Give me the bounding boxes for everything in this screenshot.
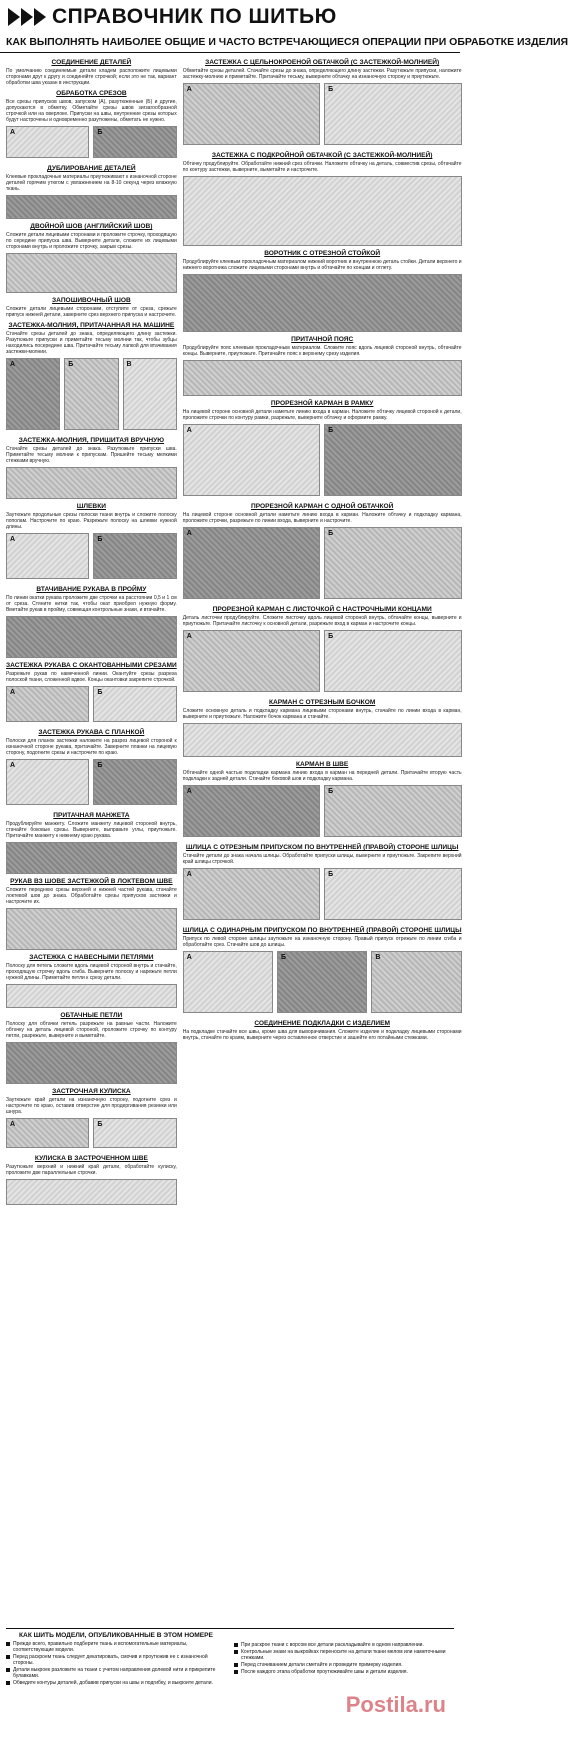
- section-title: РУКАВ ВЗ ШОВЕ ЗАСТЕЖКОЙ В ЛОКТЕВОМ ШВЕ: [10, 878, 173, 885]
- section-title: ШЛЕВКИ: [76, 503, 106, 510]
- illustration: [6, 842, 177, 874]
- illustration: [324, 785, 461, 837]
- section-text: Сложите основную деталь и подкладку кармана лицевыми сторонами внутрь, стачайте по линии входа в карман, выверните и приутюжьте. Наложите бочок кармана и стачайте.: [182, 708, 462, 720]
- figure-label: В: [126, 361, 132, 368]
- figure-label: Б: [97, 762, 103, 769]
- illustration: [6, 759, 89, 805]
- section-text: Полоски для планок застежки наложите на разрез лицевой стороной к изнаночной стороне рукава, притачайте. Заверните планки на лицевую сторону, подогните срезы и настрочите по краю.: [6, 738, 177, 756]
- section: [6, 297, 177, 318]
- figure-label: Б: [328, 427, 334, 434]
- illustration: [371, 951, 461, 1013]
- illustration-row: [6, 1115, 177, 1151]
- illustration: [6, 533, 89, 579]
- section-text: Заутюжьте продольные срезы полоски ткани внутрь и сложите полоску пополам. Настрочите по краю. Разрежьте полоску на шлевки нужной длины.: [6, 512, 177, 530]
- section-text: На лицевой стороне основной детали наметьте линию входа в карман. Наложите обтачку и подкладку кармана, проложите строчки, разрежьте по линии входа, выверните и настрочите.: [182, 512, 462, 524]
- footer-item: [6, 1641, 226, 1653]
- section: [6, 586, 177, 658]
- figure-label: А: [10, 361, 16, 368]
- illustration: [6, 1118, 89, 1148]
- footer-item-text: При раскрое ткани с ворсом все детали раскладывайте в одном направлении.: [241, 1642, 424, 1648]
- illustration: [6, 984, 177, 1008]
- section-text: Стачайте срезы деталей до знака, определяющего длину застежки. Разутюжьте припуски и приметайте тесьму молнии так, чтобы зубцы находились посередине шва. Притачайте тесьму лапкой для втачивания застежки-молнии.: [6, 331, 177, 355]
- illustration: [183, 83, 320, 145]
- figure-label: А: [10, 536, 16, 543]
- illustration: [324, 527, 461, 599]
- section: [183, 699, 462, 757]
- footer-title: КАК ШИТЬ МОДЕЛИ, ОПУБЛИКОВАННЫЕ В ЭТОМ НОМЕРЕ: [19, 1632, 213, 1639]
- section-text: Обтачку продублируйте. Обработайте нижний срез обтачки. Наложите обтачку на деталь, совместив срезы, обтачайте по контуру застежки, выверните, выметайте и настрочите.: [182, 161, 462, 173]
- figure-label: А: [186, 633, 192, 640]
- section-text: Разрежьте рукав по намеченной линии. Окантуйте срезы разреза полоской ткани, сложенной вдвое. Концы окантовки закрепите строчкой.: [6, 671, 177, 683]
- bullet-icon: [234, 1663, 238, 1667]
- figure-label: Б: [68, 361, 74, 368]
- figure-label: Б: [97, 129, 103, 136]
- section-title: ДУБЛИРОВАНИЕ ДЕТАЛЕЙ: [47, 165, 136, 172]
- footer-item-text: Перед раскроем ткань следует декатировать, смочив и проутюжив ее с изнаночной стороны.: [13, 1654, 208, 1666]
- section-text: На лицевой стороне основной детали наметьте линию входа в карман. Наложите обтачку лицевой стороной к детали, проложите строчки по контуру рамки, разрежьте, выверните обтачку и оформите рамку.: [182, 409, 462, 421]
- section: [183, 250, 462, 332]
- figure-label: Б: [328, 788, 334, 795]
- footer-item: [234, 1669, 454, 1675]
- section-title: СОЕДИНЕНИЕ ПОДКЛАДКИ С ИЗДЕЛИЕМ: [254, 1020, 391, 1027]
- illustration: [123, 358, 177, 430]
- section-title: ЗАСТЕЖКА-МОЛНИЯ, ПРИТАЧАННАЯ НА МАШИНЕ: [8, 322, 175, 329]
- figure-label: А: [186, 86, 192, 93]
- figure-label: А: [10, 689, 16, 696]
- section-title: ЗАСТРОЧНАЯ КУЛИСКА: [52, 1088, 131, 1095]
- illustration-row: [6, 123, 177, 161]
- section: [183, 844, 462, 923]
- section-text: Стачайте детали до знака начала шлицы. Обработайте припуски шлицы, выверните и приутюжьте. Закрепите верхний край шлицы строчкой.: [182, 853, 462, 865]
- illustration-row: [183, 627, 462, 695]
- illustration: [6, 1179, 177, 1205]
- section-title: ПРИТАЧНАЯ МАНЖЕТА: [53, 812, 130, 819]
- footer-item: [6, 1654, 226, 1666]
- illustration: [183, 723, 462, 757]
- illustration-row: [6, 355, 177, 433]
- section-title: ШЛИЦА С ОТРЕЗНЫМ ПРИПУСКОМ ПО ВНУТРЕННЕЙ (ПРАВОЙ) СТОРОНЕ ШЛИЦЫ: [185, 844, 459, 851]
- illustration: [6, 195, 177, 219]
- figure-label: Б: [328, 633, 334, 640]
- illustration: [6, 358, 60, 430]
- illustration: [6, 908, 177, 950]
- section: [6, 437, 177, 499]
- figure-label: Б: [97, 536, 103, 543]
- illustration-row: [183, 524, 462, 602]
- section-text: Сложите переднюю срезы верхней и нижней частей рукава, стачайте локтевой шов до знака. Обработайте срезы припусков застежки и настрочите их.: [6, 887, 177, 905]
- section-text: Стачайте срезы деталей до знака. Разутюжьте припуски шва. Приметайте тесьму молнии к припускам. Пришейте тесьму мелкими стежками вручную.: [6, 446, 177, 464]
- illustration: [183, 527, 320, 599]
- illustration: [324, 630, 461, 692]
- illustration: [93, 686, 176, 722]
- section-title: ВТАЧИВАНИЕ РУКАВА В ПРОЙМУ: [36, 586, 147, 593]
- section: [6, 812, 177, 874]
- illustration: [183, 274, 462, 332]
- section-text: Припуск по левой стороне шлицы заутюжьте на изнаночную сторону. Правый припуск отрежьте по линии сгиба и обработайте срез. Стачайте шов до шлицы.: [182, 936, 462, 948]
- illustration: [183, 630, 320, 692]
- section-text: Продублируйте клеевым прокладочным материалом нижний воротник и внутреннюю деталь стойки. Детали верхнего и нижнего воротника сложите лицевыми сторонами внутрь и обтачайте по концам и отлету.: [182, 259, 462, 271]
- section-text: Деталь листочки продублируйте. Сложите листочку вдоль лицевой стороной внутрь, обтачайте концы, выверните и приутюжьте. Притачайте листочку к основной детали, разрежьте вход в карман и настрочите концы.: [182, 615, 462, 627]
- illustration: [183, 424, 320, 496]
- page-title: СПРАВОЧНИК ПО ШИТЬЮ: [52, 5, 337, 28]
- section-title: ПРОРЕЗНОЙ КАРМАН С ОДНОЙ ОБТАЧКОЙ: [250, 503, 394, 510]
- right-column: [183, 57, 462, 1617]
- illustration-row: [6, 683, 177, 725]
- illustration-row: [183, 80, 462, 148]
- section: [183, 152, 462, 246]
- footer-item-text: Прежде всего, правильно подберите ткань и вспомогательные материалы, соответствующие модели.: [13, 1641, 188, 1653]
- figure-label: Б: [328, 871, 334, 878]
- footer-item-text: Детали выкроек разложите на ткани с учетом направления долевой нити и прикрепите булавками.: [13, 1667, 216, 1679]
- section: [183, 606, 462, 695]
- section: [6, 223, 177, 293]
- section-title: ЗАСТЕЖКА РУКАВА С ОКАНТОВАННЫМИ СРЕЗАМИ: [6, 662, 177, 669]
- section: [6, 503, 177, 582]
- section-title: ЗАСТЕЖКА С ПОДКРОЙНОЙ ОБТАЧКОЙ (С ЗАСТЕЖКОЙ-МОЛНИЕЙ): [211, 152, 433, 159]
- illustration: [324, 868, 461, 920]
- footer-item-text: Обведите контуры деталей, добавив припуски на швы и подгибку, и выкроите детали.: [13, 1680, 213, 1686]
- figure-label: Б: [281, 954, 287, 961]
- section-title: ПРОРЕЗНОЙ КАРМАН С ЛИСТОЧКОЙ С НАСТРОЧНЫМИ КОНЦАМИ: [212, 606, 432, 613]
- section-title: КУЛИСКА В ЗАСТРОЧЕННОМ ШВЕ: [34, 1155, 148, 1162]
- bullet-icon: [6, 1655, 10, 1659]
- illustration: [93, 533, 176, 579]
- section: [183, 1020, 462, 1041]
- section-title: ПРОРЕЗНОЙ КАРМАН В РАМКУ: [270, 400, 374, 407]
- section-title: ЗАСТЕЖКА РУКАВА С ПЛАНКОЙ: [38, 729, 145, 736]
- section-text: Разутюжьте верхний и нижний край детали, обработайте кулиску, проложите две параллельные строчки.: [6, 1164, 177, 1176]
- illustration-row: [183, 865, 462, 923]
- section: [6, 878, 177, 950]
- section-text: Сложите детали лицевыми сторонами и проложите строчку, проходящую по середине припуска шва. Выверните детали, сложите их лицевыми сторонами внутрь и проложите строчку, закрыв срезы.: [6, 232, 177, 250]
- section: [183, 761, 462, 840]
- section: [6, 662, 177, 725]
- section-title: ВОРОТНИК С ОТРЕЗНОЙ СТОЙКОЙ: [264, 250, 381, 257]
- arrows-icon: [8, 8, 46, 26]
- section: [6, 322, 177, 433]
- section-text: Полоску для обтачки петель разрежьте на равные части. Наложите обтачку на деталь лицевой стороной, проложите строчку по контуру петли, разрежьте, выверните и выметайте.: [6, 1021, 177, 1039]
- illustration: [324, 83, 461, 145]
- section-text: На подкладке стачайте все швы, кроме шва для выворачивания. Сложите изделие и подкладку лицевыми сторонами внутрь, стачайте по краям, выверните через оставленное отверстие и зашейте его потайными стежками.: [182, 1029, 462, 1041]
- figure-label: Б: [328, 86, 334, 93]
- illustration: [183, 176, 462, 246]
- section: [6, 165, 177, 219]
- footer: [6, 1628, 454, 1687]
- section-text: Все срезы припусков швов, запуском (А), разутюженные (Б) и другие, допускаются в обметку. Обметайте срезы швов зигзагообразной строчкой или на оверлоке. Припуски на швы, внутренние срезы которых будут настрочены и одновременно разутюжены, обметать не нужно.: [6, 99, 177, 123]
- illustration-row: [183, 948, 462, 1016]
- section: [183, 336, 462, 396]
- figure-label: А: [186, 427, 192, 434]
- illustration-row: [183, 421, 462, 499]
- bullet-icon: [6, 1681, 10, 1685]
- section: [183, 400, 462, 499]
- section-title: ЗАСТЕЖКА С ЦЕЛЬНОКРОЕНОЙ ОБТАЧКОЙ (С ЗАСТЕЖКОЙ-МОЛНИЕЙ): [205, 59, 440, 66]
- figure-label: А: [186, 954, 192, 961]
- illustration: [183, 868, 320, 920]
- illustration: [6, 1042, 177, 1084]
- section: [183, 59, 462, 148]
- illustration: [6, 686, 89, 722]
- figure-label: Б: [97, 1121, 103, 1128]
- section-title: ДВОЙНОЙ ШОВ (АНГЛИЙСКИЙ ШОВ): [30, 223, 153, 230]
- section: [6, 954, 177, 1008]
- section-title: ШЛИЦА С ОДИНАРНЫМ ПРИПУСКОМ ПО ВНУТРЕННЕЙ (ПРАВОЙ) СТОРОНЕ ШЛИЦЫ: [182, 927, 462, 934]
- section: [6, 1012, 177, 1084]
- footer-item-text: Перед стачиванием детали сметайте и проведите примерку изделия.: [241, 1662, 403, 1668]
- page-subtitle: КАК ВЫПОЛНЯТЬ НАИБОЛЕЕ ОБЩИЕ И ЧАСТО ВСТРЕЧАЮЩИЕСЯ ОПЕРАЦИИ ПРИ ОБРАБОТКЕ ИЗДЕЛИЯ: [0, 34, 460, 53]
- illustration: [64, 358, 118, 430]
- illustration: [6, 467, 177, 499]
- section: [183, 927, 462, 1016]
- illustration-row: [6, 530, 177, 582]
- footer-item: [6, 1667, 226, 1679]
- illustration: [93, 1118, 176, 1148]
- figure-label: А: [186, 871, 192, 878]
- figure-label: Б: [97, 689, 103, 696]
- illustration: [277, 951, 367, 1013]
- illustration: [93, 126, 176, 158]
- section-text: По линии окатки рукава проложите две строчки на расстоянии 0,5 и 1 см от среза. Стяните нитки так, чтобы окат приобрел нужную форму. Вметайте рукав в пройму, совмещая контрольные знаки, и втачайте.: [6, 595, 177, 613]
- footer-item: [6, 1680, 226, 1686]
- figure-label: А: [186, 788, 192, 795]
- section-text: Обметайте срезы деталей. Стачайте срезы до знака, определяющего длину застежки. Разутюжьте припуски, наложите застежку-молнию и приметайте. Притачайте тесьму, выверните обтачку на изнаночную сторону и приутюжьте.: [182, 68, 462, 80]
- illustration: [6, 126, 89, 158]
- illustration: [183, 785, 320, 837]
- illustration: [183, 360, 462, 396]
- illustration-row: [6, 756, 177, 808]
- section-text: Сложите детали лицевыми сторонами, отступите от среза, срежьте припуск нижней детали, заверните срез верхнего припуска и настрочите.: [6, 306, 177, 318]
- bullet-icon: [6, 1642, 10, 1646]
- figure-label: В: [375, 954, 381, 961]
- footer-item-text: После каждого этапа обработки проутюживайте швы и детали изделия.: [241, 1669, 408, 1675]
- footer-left: [6, 1632, 226, 1687]
- section: [6, 1155, 177, 1205]
- illustration: [324, 424, 461, 496]
- section-text: Продублируйте пояс клеевым прокладочным материалом. Сложите пояс вдоль лицевой стороной внутрь, обтачайте концы. Выверните, приутюжьте. Притачайте пояс к верхнему срезу изделия.: [182, 345, 462, 357]
- section: [6, 729, 177, 808]
- section: [183, 503, 462, 602]
- figure-label: А: [10, 762, 16, 769]
- footer-item: [234, 1649, 454, 1661]
- bullet-icon: [6, 1668, 10, 1672]
- section-title: ОБТАЧНЫЕ ПЕТЛИ: [60, 1012, 123, 1019]
- footer-item: [234, 1642, 454, 1648]
- section: [6, 1088, 177, 1151]
- section: [6, 59, 177, 86]
- figure-label: Б: [328, 530, 334, 537]
- figure-label: А: [10, 1121, 16, 1128]
- section-title: ЗАПОШИВОЧНЫЙ ШОВ: [52, 297, 131, 304]
- section-title: ПРИТАЧНОЙ ПОЯС: [291, 336, 354, 343]
- illustration: [93, 759, 176, 805]
- section-title: КАРМАН С ОТРЕЗНЫМ БОЧКОМ: [269, 699, 376, 706]
- footer-item: [234, 1662, 454, 1668]
- illustration: [6, 616, 177, 658]
- illustration: [183, 951, 273, 1013]
- section-text: Клеевые прокладочные материалы приутюживают к изнаночной стороне деталей горячим утюгом с увлажнением на 8-10 секунд через влажную ткань.: [6, 174, 177, 192]
- section-text: Обтачайте одной частью подкладки кармана линию входа в карман на передней детали. Притачайте вторую часть подкладки к задней детали. Стачайте боковой шов и подкладку кармана.: [182, 770, 462, 782]
- section-text: Продублируйте манжету. Сложите манжету лицевой стороной внутрь, стачайте боковые срезы. Выверните, выправьте углы, приутюжьте. Притачайте манжету к нижнему краю рукава.: [6, 821, 177, 839]
- footer-right: [234, 1632, 454, 1687]
- left-column: [6, 57, 177, 1617]
- section-title: ЗАСТЕЖКА-МОЛНИЯ, ПРИШИТАЯ ВРУЧНУЮ: [18, 437, 165, 444]
- section-text: По умолчанию соединяемые детали кладем расположите лицевыми сторонами друг к другу и соединяйте строчкой; если это не так, вариант обработки шва указан в инструкции.: [6, 68, 177, 86]
- section-title: ЗАСТЕЖКА С НАВЕСНЫМИ ПЕТЛЯМИ: [29, 954, 154, 961]
- watermark: Postila.ru: [345, 1692, 446, 1717]
- content-columns: [0, 53, 460, 1617]
- section-title: ОБРАБОТКА СРЕЗОВ: [56, 90, 127, 97]
- section-title: КАРМАН В ШВЕ: [296, 761, 349, 768]
- section: [6, 90, 177, 161]
- illustration-row: [183, 782, 462, 840]
- bullet-icon: [234, 1670, 238, 1674]
- section-text: Заутюжьте край детали на изнаночную сторону, подогните срез и настрочите по краю, оставив отверстие для продергивания резинки или шнура.: [6, 1097, 177, 1115]
- illustration: [6, 253, 177, 293]
- footer-item-text: Контрольные знаки на выкройках переносите на детали ткани мелом или наметочными стежками.: [241, 1649, 446, 1661]
- section-text: Полоску для петель сложите вдоль лицевой стороной внутрь и стачайте, проходящую строчку вдоль сгиба. Выверните полоску и нарежьте петли нужной длины. Приметайте петли к срезу детали.: [6, 963, 177, 981]
- page-header: [0, 0, 460, 34]
- bullet-icon: [234, 1643, 238, 1647]
- bullet-icon: [234, 1650, 238, 1654]
- figure-label: А: [10, 129, 16, 136]
- figure-label: А: [186, 530, 192, 537]
- section-title: СОЕДИНЕНИЕ ДЕТАЛЕЙ: [51, 59, 132, 66]
